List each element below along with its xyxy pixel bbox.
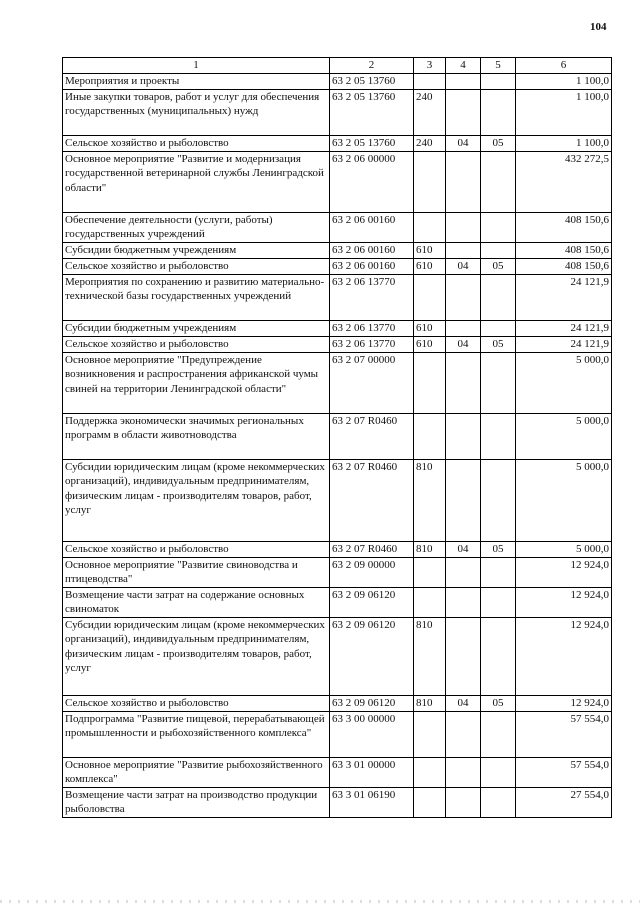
row-col4 [446, 320, 481, 336]
row-col3 [414, 587, 446, 617]
row-name: Основное мероприятие "Развитие свиноводства и птицеводства" [63, 557, 330, 587]
table-row [63, 89, 612, 135]
row-col5 [481, 587, 516, 617]
row-code: 63 2 07 R0460 [330, 541, 414, 557]
row-col3: 610 [414, 242, 446, 258]
row-col4 [446, 587, 481, 617]
row-col5: 05 [481, 695, 516, 711]
row-code: 63 2 09 06120 [330, 587, 414, 617]
row-code: 63 2 06 13770 [330, 336, 414, 352]
row-code: 63 3 00 00000 [330, 711, 414, 757]
table-row [63, 212, 612, 242]
table-row [63, 320, 612, 336]
table-row [63, 617, 612, 695]
table-row [63, 459, 612, 541]
row-sum: 408 150,6 [516, 212, 612, 242]
row-sum: 5 000,0 [516, 413, 612, 459]
row-col3: 810 [414, 541, 446, 557]
row-name: Субсидии юридическим лицам (кроме некоммерческих организаций), индивидуальным предпринимателям, физическим лицам - производителям товаров, работ, услуг [63, 459, 330, 541]
scan-artifact-strip [0, 900, 640, 903]
row-code: 63 2 07 00000 [330, 352, 414, 413]
row-sum: 57 554,0 [516, 711, 612, 757]
row-col4: 04 [446, 695, 481, 711]
table-row [63, 757, 612, 787]
row-code: 63 2 05 13760 [330, 73, 414, 89]
row-col5: 05 [481, 135, 516, 151]
row-col3: 240 [414, 89, 446, 135]
row-col3 [414, 557, 446, 587]
table-row [63, 352, 612, 413]
row-col4 [446, 352, 481, 413]
row-col3 [414, 757, 446, 787]
row-col5 [481, 212, 516, 242]
row-col5 [481, 274, 516, 320]
row-code: 63 2 07 R0460 [330, 413, 414, 459]
row-code: 63 2 05 13760 [330, 135, 414, 151]
row-code: 63 3 01 00000 [330, 757, 414, 787]
row-sum: 12 924,0 [516, 695, 612, 711]
row-sum: 5 000,0 [516, 541, 612, 557]
header-col-3: 3 [414, 58, 446, 74]
row-col5: 05 [481, 258, 516, 274]
row-col4 [446, 212, 481, 242]
row-name: Сельское хозяйство и рыболовство [63, 258, 330, 274]
table-row [63, 336, 612, 352]
row-code: 63 2 06 00160 [330, 242, 414, 258]
table-row [63, 413, 612, 459]
row-sum: 57 554,0 [516, 757, 612, 787]
row-col3: 610 [414, 258, 446, 274]
row-name: Подпрограмма "Развитие пищевой, перерабатывающей промышленности и рыбохозяйственного комплекса" [63, 711, 330, 757]
row-col4 [446, 89, 481, 135]
row-col3: 610 [414, 336, 446, 352]
row-col5 [481, 73, 516, 89]
header-col-2: 2 [330, 58, 414, 74]
row-name: Субсидии бюджетным учреждениям [63, 320, 330, 336]
row-name: Мероприятия и проекты [63, 73, 330, 89]
header-col-5: 5 [481, 58, 516, 74]
row-code: 63 2 06 00000 [330, 151, 414, 212]
row-code: 63 2 09 00000 [330, 557, 414, 587]
table-row [63, 135, 612, 151]
row-col5: 05 [481, 336, 516, 352]
row-name: Обеспечение деятельности (услуги, работы) государственных учреждений [63, 212, 330, 242]
row-col5: 05 [481, 541, 516, 557]
row-name: Сельское хозяйство и рыболовство [63, 135, 330, 151]
row-name: Субсидии бюджетным учреждениям [63, 242, 330, 258]
row-col5 [481, 459, 516, 541]
row-col3 [414, 73, 446, 89]
row-col3 [414, 274, 446, 320]
row-code: 63 2 06 00160 [330, 212, 414, 242]
row-sum: 1 100,0 [516, 89, 612, 135]
row-col5 [481, 151, 516, 212]
header-col-4: 4 [446, 58, 481, 74]
row-col4 [446, 413, 481, 459]
row-code: 63 2 05 13760 [330, 89, 414, 135]
row-col3 [414, 151, 446, 212]
table-row [63, 73, 612, 89]
row-col4: 04 [446, 135, 481, 151]
row-code: 63 2 06 13770 [330, 320, 414, 336]
row-sum: 432 272,5 [516, 151, 612, 212]
row-col5 [481, 757, 516, 787]
row-col3 [414, 787, 446, 817]
table-row [63, 711, 612, 757]
row-col4 [446, 459, 481, 541]
row-code: 63 2 09 06120 [330, 695, 414, 711]
row-code: 63 3 01 06190 [330, 787, 414, 817]
row-name: Субсидии юридическим лицам (кроме некоммерческих организаций), индивидуальным предпринимателям, физическим лицам - производителям товаров, работ, услуг [63, 617, 330, 695]
row-name: Сельское хозяйство и рыболовство [63, 541, 330, 557]
row-col4: 04 [446, 336, 481, 352]
row-col5 [481, 352, 516, 413]
row-sum: 27 554,0 [516, 787, 612, 817]
row-col4: 04 [446, 258, 481, 274]
table-row [63, 587, 612, 617]
row-col4 [446, 617, 481, 695]
row-sum: 24 121,9 [516, 336, 612, 352]
row-col5 [481, 242, 516, 258]
table-row [63, 557, 612, 587]
row-col4 [446, 711, 481, 757]
row-name: Сельское хозяйство и рыболовство [63, 336, 330, 352]
row-code: 63 2 07 R0460 [330, 459, 414, 541]
row-col3 [414, 413, 446, 459]
table-row [63, 695, 612, 711]
row-col5 [481, 413, 516, 459]
row-name: Мероприятия по сохранению и развитию материально-технической базы государственных учреждений [63, 274, 330, 320]
row-sum: 1 100,0 [516, 73, 612, 89]
row-col4: 04 [446, 541, 481, 557]
row-code: 63 2 06 13770 [330, 274, 414, 320]
row-col3: 810 [414, 695, 446, 711]
row-sum: 24 121,9 [516, 274, 612, 320]
row-col5 [481, 320, 516, 336]
row-col4 [446, 242, 481, 258]
row-col3: 810 [414, 459, 446, 541]
row-col4 [446, 787, 481, 817]
table-row [63, 274, 612, 320]
row-name: Сельское хозяйство и рыболовство [63, 695, 330, 711]
page-number: 104 [590, 21, 607, 33]
table-row [63, 151, 612, 212]
row-sum: 24 121,9 [516, 320, 612, 336]
row-sum: 12 924,0 [516, 557, 612, 587]
table-row [63, 541, 612, 557]
row-col3 [414, 212, 446, 242]
header-col-1: 1 [63, 58, 330, 74]
row-name: Иные закупки товаров, работ и услуг для обеспечения государственных (муниципальных) нужд [63, 89, 330, 135]
row-col3 [414, 352, 446, 413]
row-col5 [481, 617, 516, 695]
row-col5 [481, 89, 516, 135]
row-col3: 240 [414, 135, 446, 151]
row-col4 [446, 557, 481, 587]
row-col4 [446, 757, 481, 787]
budget-table [62, 57, 612, 818]
row-sum: 5 000,0 [516, 352, 612, 413]
row-col5 [481, 787, 516, 817]
row-name: Поддержка экономически значимых региональных программ в области животноводства [63, 413, 330, 459]
row-name: Основное мероприятие "Развитие рыбохозяйственного комплекса" [63, 757, 330, 787]
row-code: 63 2 06 00160 [330, 258, 414, 274]
row-name: Возмещение части затрат на содержание основных свиноматок [63, 587, 330, 617]
row-col4 [446, 274, 481, 320]
row-sum: 1 100,0 [516, 135, 612, 151]
row-col3: 810 [414, 617, 446, 695]
row-sum: 408 150,6 [516, 258, 612, 274]
table-row [63, 242, 612, 258]
table-row [63, 258, 612, 274]
row-col5 [481, 711, 516, 757]
table-row [63, 787, 612, 817]
header-col-6: 6 [516, 58, 612, 74]
row-col5 [481, 557, 516, 587]
row-col3: 610 [414, 320, 446, 336]
row-sum: 12 924,0 [516, 587, 612, 617]
row-col4 [446, 73, 481, 89]
row-name: Возмещение части затрат на производство продукции рыболовства [63, 787, 330, 817]
row-sum: 408 150,6 [516, 242, 612, 258]
row-name: Основное мероприятие "Развитие и модернизация государственной ветеринарной службы Ленинградской области" [63, 151, 330, 212]
row-col3 [414, 711, 446, 757]
row-code: 63 2 09 06120 [330, 617, 414, 695]
row-sum: 5 000,0 [516, 459, 612, 541]
row-sum: 12 924,0 [516, 617, 612, 695]
row-col4 [446, 151, 481, 212]
row-name: Основное мероприятие "Предупреждение возникновения и распространения африканской чумы свиней на территории Ленинградской области" [63, 352, 330, 413]
header-row [63, 58, 612, 74]
